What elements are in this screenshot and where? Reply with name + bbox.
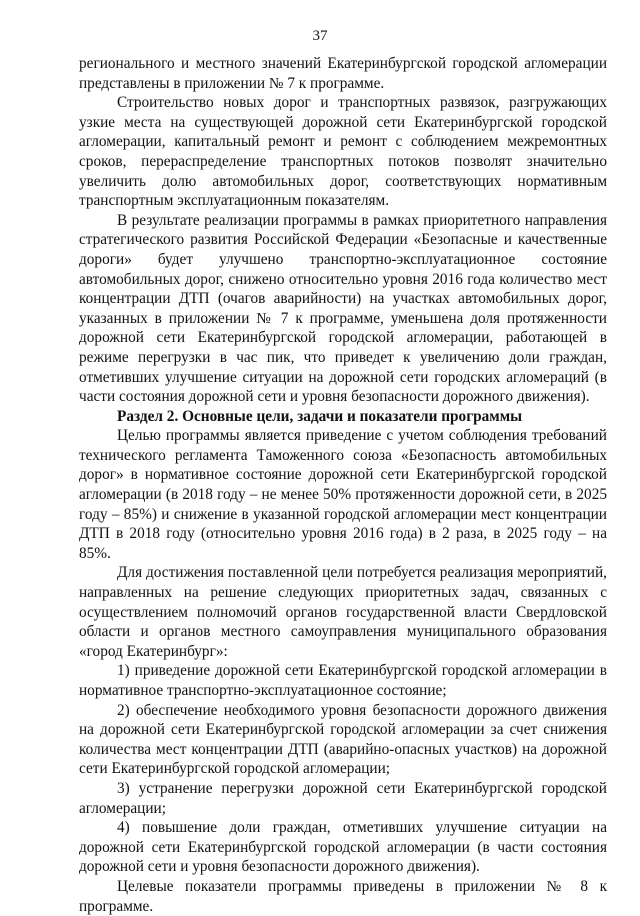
document-body bbox=[79, 54, 607, 916]
paragraph-goal: Целью программы является приведение с учетом соблюдения требований технического регламента Таможенного союза «Безопасность автомобильных дорог» в нормативное состояние дорожной сети Екатеринбургской городской агломерации (в 2018 году – не менее 50% протяженности дорожной сети, в 2025 году – 85%) и снижение в указанной городской агломерации мест концентрации ДТП в 2018 году (относительно уровня 2016 года) в 2 раза, в 2025 году – на 85%. bbox=[79, 427, 607, 562]
list-item-task-3: 3) устранение перегрузки дорожной сети Екатеринбургской городской агломерации; bbox=[79, 779, 607, 817]
page-number: 37 bbox=[312, 28, 328, 44]
paragraph-construction: Строительство новых дорог и транспортных развязок, разгружающих узкие места на существующей дорожной сети Екатеринбургской городской агломерации, капитальный ремонт и ремонт с соблюдением межремонтных сроков, перераспределение транспортных потоков позволят значительно увеличить долю автомобильных дорог, соответствующих нормативным транспортным эксплуатационным показателям. bbox=[79, 94, 607, 210]
list-item-task-4: 4) повышение доли граждан, отметивших улучшение ситуации на дорожной сети Екатеринбургской городской агломерации (в части состояния дорожной сети и уровня безопасности дорожного движения). bbox=[79, 819, 607, 876]
section-heading: Раздел 2. Основные цели, задачи и показатели программы bbox=[117, 407, 523, 425]
list-item-task-2: 2) обеспечение необходимого уровня безопасности дорожного движения на дорожной сети Екатеринбургской городской агломерации за счет снижения количества мест концентрации ДТП (аварийно-опасных участков) на дорожной сети Екатеринбургской городской агломерации; bbox=[79, 701, 607, 778]
paragraph-target-indicators: Целевые показатели программы приведены в приложении № 8 к программе. bbox=[79, 877, 607, 915]
paragraph-continuation: регионального и местного значений Екатеринбургской городской агломерации представлены в приложении № 7 к программе. bbox=[79, 55, 607, 92]
paragraph-tasks-intro: Для достижения поставленной цели потребуется реализация мероприятий, направленных на решение следующих приоритетных задач, связанных с осуществлением полномочий органов государственной власти Свердловской области и органов местного самоуправления муниципального образования «город Екатеринбург»: bbox=[79, 564, 607, 660]
paragraph-results: В результате реализации программы в рамках приоритетного направления стратегического развития Российской Федерации «Безопасные и качественные дороги» будет улучшено транспортно-эксплуатационное состояние автомобильных дорог, снижено относительно уровня 2016 года количество мест концентрации ДТП (очагов аварийности) на участках автомобильных дорог, указанных в приложении № 7 к программе, уменьшена доля протяженности дорожной сети Екатеринбургской городской агломерации, работающей в режиме перегрузки в час пик, что приведет к увеличению доли граждан, отметивших улучшение ситуации на дорожной сети городских агломераций (в части состояния дорожной сети и уровня безопасности дорожного движения). bbox=[79, 211, 607, 406]
list-item-task-1: 1) приведение дорожной сети Екатеринбургской городской агломерации в нормативное транспортно-эксплуатационное состояние; bbox=[79, 662, 607, 699]
